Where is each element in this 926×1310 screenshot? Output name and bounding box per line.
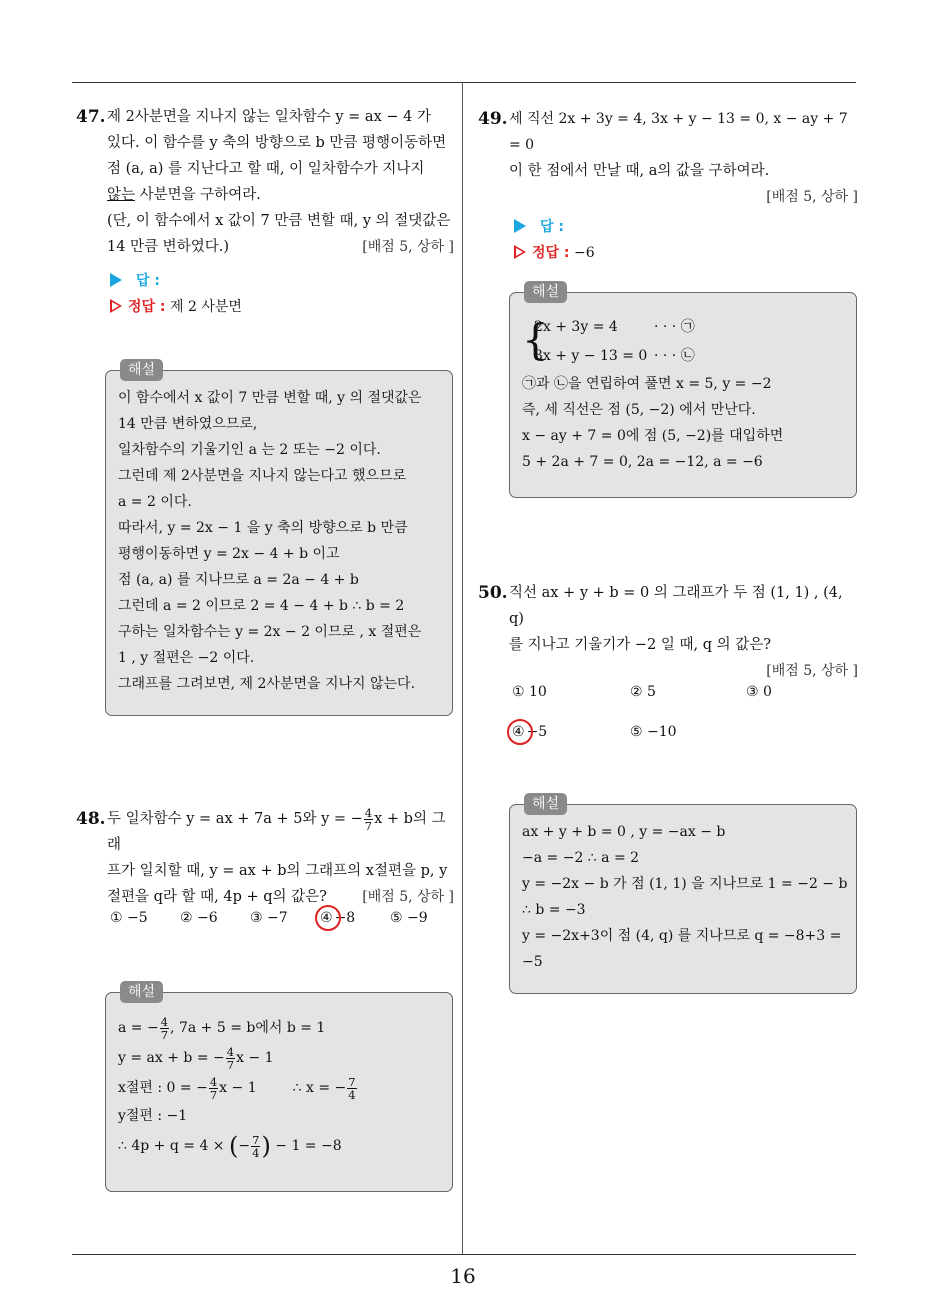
- score-meta: [배점 5, 상하 ]: [362, 239, 454, 255]
- solution-line: 평행이동하면 y = 2x − 4 + b 이고: [118, 546, 340, 562]
- solution-line: 그래프를 그려보면, 제 2사분면을 지나지 않는다.: [118, 676, 416, 692]
- answer-block: [514, 214, 858, 266]
- solution-line: −a = −2 ∴ a = 2: [522, 850, 640, 866]
- problem-line: 14 만큼 변하였다.) [배점 5, 상하 ]: [107, 234, 454, 260]
- solution-line: −5: [522, 954, 543, 970]
- bottom-rule: [72, 1254, 856, 1255]
- choices-50-row2: [512, 724, 852, 754]
- solution-tag: 해설: [524, 793, 567, 815]
- solution-line: y = ax + b = − $\frac{4}{7}$ x − 1: [118, 1044, 274, 1072]
- correct-answer: 정답 : −6: [514, 240, 858, 266]
- problem-text: [107, 806, 454, 910]
- fraction: $\frac{4}{7}$: [364, 805, 373, 833]
- solution-line: y = −2x+3이 점 (4, q) 를 지나므로 q = −8+3 =: [522, 928, 842, 944]
- solution-box-49: [509, 284, 857, 498]
- solution-line: x절편 : 0 = − $\frac{4}{7}$ x − 1 ∴ x = − $\frac{7}{4}$: [118, 1074, 356, 1102]
- problem-line: 세 직선 2x + 3y = 4, 3x + y − 13 = 0, x − ay + 7 = 0: [509, 111, 848, 153]
- choice-3[interactable]: ③ −7: [250, 910, 288, 926]
- solution-line: 14 만큼 변하였으므로,: [118, 416, 258, 432]
- solution-tag: 해설: [120, 359, 163, 381]
- play-icon: [514, 219, 526, 233]
- problem-text: [509, 580, 858, 684]
- score-meta: [배점 5, 상하 ]: [766, 189, 858, 205]
- solution-line: ㉠과 ㉡을 연립하여 풀면 x = 5, y = −2: [522, 376, 772, 392]
- problem-text: [509, 106, 858, 210]
- solution-line: 점 (a, a) 를 지나므로 a = 2a − 4 + b: [118, 572, 359, 588]
- choice-5[interactable]: ⑤ −10: [630, 724, 677, 740]
- choice-4[interactable]: ④ −5: [512, 724, 548, 740]
- problem-50: [478, 580, 858, 684]
- problem-49: [478, 106, 858, 266]
- problem-line: 직선 ax + y + b = 0 의 그래프가 두 점 (1, 1) , (4, q): [509, 585, 843, 627]
- choice-2[interactable]: ② −6: [180, 910, 218, 926]
- problem-line: 절편을 q라 할 때, 4p + q의 값은? [배점 5, 상하 ]: [107, 884, 454, 910]
- brace: {: [522, 315, 549, 364]
- outline-triangle-icon: [514, 245, 526, 259]
- problem-line: 않는 사분면을 구하여라.: [107, 187, 261, 203]
- score-meta: [배점 5, 상하 ]: [362, 889, 454, 905]
- problem-text: [107, 104, 454, 260]
- answer-block: [110, 268, 454, 320]
- problem-line: 이 한 점에서 만날 때, a의 값을 구하여라.: [509, 163, 770, 179]
- problem-line: 제 2사분면을 지나지 않는 일차함수 y = ax − 4 가: [107, 109, 431, 125]
- underlined-word: 않는: [107, 187, 136, 203]
- solution-line: 즉, 세 직선은 점 (5, −2) 에서 만난다.: [522, 402, 756, 418]
- solution-box-50: [509, 796, 857, 994]
- solution-line: y = −2x − b 가 점 (1, 1) 을 지나므로 1 = −2 − b: [522, 876, 848, 892]
- outline-triangle-icon: [110, 299, 122, 313]
- solution-line: a = − $\frac{4}{7}$ , 7a + 5 = b에서 b = 1: [118, 1014, 326, 1042]
- score-meta: [배점 5, 상하 ]: [766, 663, 858, 679]
- top-rule: [72, 82, 856, 83]
- problem-line: 두 일차함수 y = ax + 7a + 5와 y = − $\frac{4}{7}$ x + b의 그래: [107, 805, 446, 853]
- problem-number: 48.: [76, 809, 106, 829]
- answer-label: 답 :: [110, 268, 454, 294]
- problem-line: (단, 이 함수에서 x 값이 7 만큼 변할 때, y 의 절댓값은: [107, 213, 451, 229]
- solution-line: 그런데 제 2사분면을 지나지 않는다고 했으므로: [118, 468, 407, 484]
- solution-box-48: [105, 984, 453, 1192]
- choice-1[interactable]: ① −5: [110, 910, 148, 926]
- solution-line: 구하는 일차함수는 y = 2x − 2 이므로 , x 절편은: [118, 624, 422, 640]
- choice-3[interactable]: ③ 0: [746, 684, 772, 700]
- choices-50-row1: [512, 684, 852, 714]
- answer-label: 답 :: [514, 214, 858, 240]
- solution-line: ∴ 4p + q = 4 × (− $\frac{7}{4}$ ) − 1 = −8: [118, 1132, 342, 1160]
- solution-line: 1 , y 절편은 −2 이다.: [118, 650, 255, 666]
- solution-line: x − ay + 7 = 0에 점 (5, −2)를 대입하면: [522, 428, 784, 444]
- problem-number: 49.: [478, 109, 508, 129]
- choice-1[interactable]: ① 10: [512, 684, 547, 700]
- solution-line: ∴ b = −3: [522, 902, 586, 918]
- solution-line: 5 + 2a + 7 = 0, 2a = −12, a = −6: [522, 454, 763, 470]
- solution-line: a = 2 이다.: [118, 494, 192, 510]
- solution-line: 이 함수에서 x 값이 7 만큼 변할 때, y 의 절댓값은: [118, 390, 422, 406]
- page-number: 16: [450, 1264, 476, 1288]
- problem-line: 를 지나고 기울기가 −2 일 때, q 의 값은?: [509, 637, 772, 653]
- solution-box-47: [105, 362, 453, 716]
- problem-number: 50.: [478, 583, 508, 603]
- solution-line: 일차함수의 기울기인 a 는 2 또는 −2 이다.: [118, 442, 381, 458]
- solution-line: y절편 : −1: [118, 1108, 188, 1124]
- choices-48: [110, 910, 460, 940]
- problem-number: 47.: [76, 107, 106, 127]
- problem-line: 점 (a, a) 를 지난다고 할 때, 이 일차함수가 지나지: [107, 161, 425, 177]
- problem-line: 프가 일치할 때, y = ax + b의 그래프의 x절편을 p, y: [107, 863, 448, 879]
- solution-line: 따라서, y = 2x − 1 을 y 축의 방향으로 b 만큼: [118, 520, 408, 536]
- solution-tag: 해설: [120, 981, 163, 1003]
- selected-circle-mark: [315, 905, 341, 931]
- choice-5[interactable]: ⑤ −9: [390, 910, 428, 926]
- choice-2[interactable]: ② 5: [630, 684, 656, 700]
- play-icon: [110, 273, 122, 287]
- solution-tag: 해설: [524, 281, 567, 303]
- equation-system: { 2x + 3y = 4 · · · ㉠ 3x + y − 13 = 0 · · · ㉡: [522, 315, 695, 364]
- choice-4[interactable]: ④ −8: [320, 910, 356, 926]
- solution-line: ax + y + b = 0 , y = −ax − b: [522, 824, 726, 840]
- selected-circle-mark: [507, 719, 533, 745]
- problem-line: 있다. 이 함수를 y 축의 방향으로 b 만큼 평행이동하면: [107, 135, 447, 151]
- column-divider: [462, 82, 463, 1254]
- solution-line: 그런데 a = 2 이므로 2 = 4 − 4 + b ∴ b = 2: [118, 598, 405, 614]
- correct-answer: 정답 : 제 2 사분면: [110, 294, 454, 320]
- problem-47: [76, 104, 454, 320]
- problem-48: [76, 806, 454, 910]
